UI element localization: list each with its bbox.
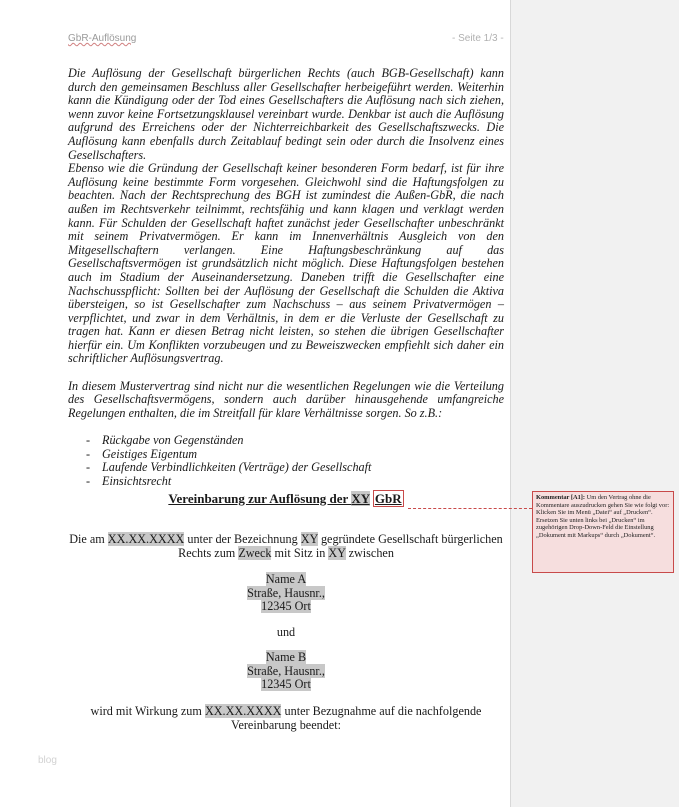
intro-paragraph-1: Die Auflösung der Gesellschaft bürgerlichen Rechts (auch BGB-Gesellschaft) kann durch den gemeinsamen Beschluss aller Gesellschafter herbeigeführt werden. Weiterhin kann die Kündigung oder der Tod eines Gesellschafters die Auflösung nach sich ziehen, wenn zuvor keine Fortsetzungsklausel vereinbart wurde. Denkbar ist auch die Auflösung aufgrund des Erreichens oder der Nichterreichbarkeit des Gesellschaftszwecks. Die Auflösung kann ebenfalls durch Zeitablauf bedingt sein oder durch die Insolvenz eines Gesellschafters. xyxy=(68,66,504,162)
effect-text-part: Vereinbarung beendet: xyxy=(231,717,341,732)
party-a-block xyxy=(68,573,504,614)
commented-word-gbr[interactable]: GbR xyxy=(374,491,402,506)
and-word: und xyxy=(276,625,296,639)
party-a-city[interactable]: 12345 Ort xyxy=(261,599,311,614)
list-item: - Rückgabe von Gegenständen xyxy=(86,434,504,448)
party-a-street[interactable]: Straße, Hausnr., xyxy=(247,585,325,600)
intro-text-part: zwischen xyxy=(345,545,394,560)
comment-label: Kommentar [A1]: xyxy=(536,494,586,501)
effect-text-part: wird mit Wirkung zum xyxy=(90,704,205,718)
comment-line: Um den Vertrag ohne die Kommentare auszudrucken gehen Sie wie folgt vor: xyxy=(536,494,670,509)
intro-text-part: mit Sitz in xyxy=(271,545,329,560)
party-b-street[interactable]: Straße, Hausnr., xyxy=(247,663,325,678)
purpose-placeholder[interactable]: Zweck xyxy=(238,545,272,560)
intro-text-part: unter der Bezeichnung xyxy=(184,532,301,546)
intro-text xyxy=(68,67,504,488)
contract-intro xyxy=(68,533,504,560)
party-b-name[interactable]: Name B xyxy=(265,650,307,664)
markup-margin-pane xyxy=(510,0,679,807)
comment-connector xyxy=(408,508,532,509)
comment-balloon[interactable] xyxy=(532,491,674,573)
name-placeholder[interactable]: XY xyxy=(300,532,318,546)
blog-watermark: blog xyxy=(38,755,57,766)
contract-title xyxy=(68,491,504,507)
regulation-list xyxy=(68,434,504,488)
intro-text-part: Rechts zum xyxy=(178,545,239,560)
list-item: - Einsichtsrecht xyxy=(86,475,504,489)
party-b-city[interactable]: 12345 Ort xyxy=(261,677,311,692)
comment-line: Ersetzen Sie unten links bei „Drucken“ im zugehörigen Drop-Down-Feld die Einstellung „Dokument mit Markups“ durch „Dokument“. xyxy=(536,516,656,539)
effect-text-part: unter Bezugnahme auf die nachfolgende xyxy=(281,704,482,718)
intro-text-part: Die am xyxy=(69,532,108,546)
seat-placeholder[interactable]: XY xyxy=(328,545,346,560)
contract-title-text: Vereinbarung zur Auflösung der xyxy=(168,491,352,506)
effect-date-placeholder[interactable]: XX.XX.XXXX xyxy=(204,704,282,718)
effect-clause xyxy=(68,705,504,732)
page-number-label: - Seite 1/3 - xyxy=(452,33,504,44)
list-item: - Geistiges Eigentum xyxy=(86,448,504,462)
intro-text-part: gegründete Gesellschaft bürgerlichen xyxy=(317,532,503,546)
party-b-block xyxy=(68,651,504,692)
party-a-name[interactable]: Name A xyxy=(265,572,307,586)
intro-paragraph-3: In diesem Mustervertrag sind nicht nur die wesentlichen Regelungen wie die Verteilung des Gesellschaftsvermögens, sondern auch darüber hinausgehende umfangreiche Regelungen enthalten, die im Streitfall für klare Verhältnisse sorgen. So z.B.: xyxy=(68,378,504,420)
date-placeholder[interactable]: XX.XX.XXXX xyxy=(107,532,185,546)
running-header-title: GbR-Auflösung xyxy=(68,33,137,44)
title-placeholder[interactable]: XY xyxy=(351,491,370,506)
comment-line: Klicken Sie im Menü „Datei“ auf „Drucken“. xyxy=(536,509,653,517)
intro-paragraph-2: Ebenso wie die Gründung der Gesellschaft keiner besonderen Form bedarf, ist für ihre Auflösung keine bestimmte Form vorgesehen. Gleichwohl sind die Haftungsfolgen zu beachten. Nach der Rechtsprechung des BGH ist zumindest die Außen-GbR, die nach außen im Rechtsverkehr teilnimmt, rechtsfähig und kann klagen und verklagt werden kann. Für Schulden der Gesellschaft haftet zunächst jeder Gesellschafter unbeschränkt mit seinem Privatvermögen. Er kann im Innenverhältnis Ausgleich von den Mitgesellschaftern verlangen. Eine Haftungsbeschränkung auf das Gesellschaftsvermögen ist grundsätzlich nicht möglich. Diese Haftungsfolgen bestehen auch im Stadium der Auseinandersetzung. Daneben trifft die Gesellschafter eine Nachschusspflicht: Sollten bei der Auflösung der Gesellschaft die Schulden die Aktiva übersteigen, so ist Gesellschafter zum Nachschuss – aus seinem Privatvermögen – verpflichtet, und zwar in dem Verhältnis, in dem er die Verluste der Gesellschaft zu tragen hat. Kann er diesen Betrag nicht leisten, so stehen die übrigen Gesellschafter hierfür ein. Um Konflikten vorzubeugen und zu Beweiszwecken empfiehlt sich daher ein schriftlicher Auflösungsvertrag. xyxy=(68,161,504,366)
list-item: - Laufende Verbindlichkeiten (Verträge) der Gesellschaft xyxy=(86,461,504,475)
